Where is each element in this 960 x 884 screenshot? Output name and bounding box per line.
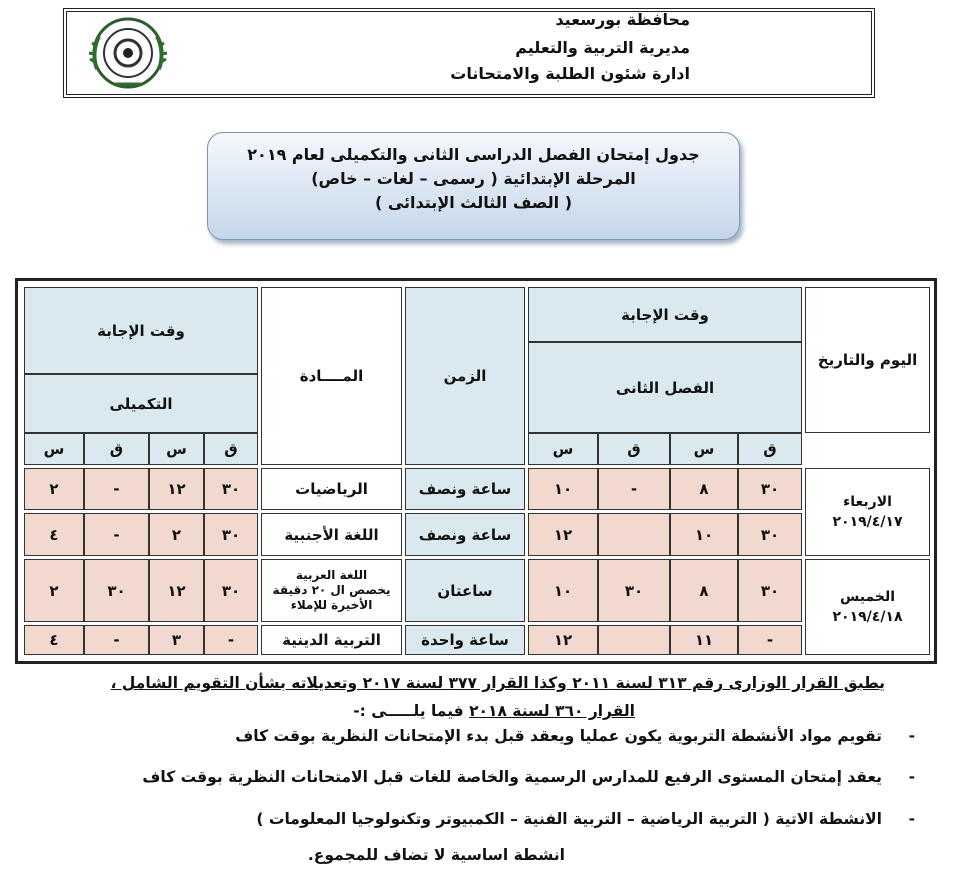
- exam-schedule-table: [15, 278, 937, 664]
- r1-makeup-hour: ١٢: [149, 468, 204, 510]
- r4-term2-min: -: [738, 625, 802, 655]
- title-line-3: ( الصف الثالث الإبتدائى ): [374, 193, 573, 212]
- r3-makeup-min2: ٣٠: [84, 559, 149, 622]
- day-name: الاربعاء: [843, 494, 892, 510]
- r2-term2-hour: ١٠: [670, 513, 738, 556]
- r1-makeup-min2: -: [84, 468, 149, 510]
- r2-makeup-min2: -: [84, 513, 149, 556]
- r2-term2-hour2: ١٢: [528, 513, 598, 556]
- header-governorate: محافظة بورسعيد: [555, 10, 690, 29]
- day-date: ٢٠١٩/٤/١٨: [832, 609, 903, 625]
- r1-makeup-hour2: ٢: [24, 468, 84, 510]
- term2-answer-time-header: وقت الإجابة: [528, 287, 802, 342]
- title-line-2: المرحلة الإبتدائية ( رسمى – لغات – خاص): [311, 169, 636, 188]
- r1-term2-hour: ٨: [670, 468, 738, 510]
- subject-line: يخصص ال ٢٠ دقيقة: [272, 583, 391, 597]
- makeup-min-header: ق: [204, 433, 258, 465]
- note-bullet-1: -: [908, 727, 915, 745]
- r4-term2-hour: ١١: [670, 625, 738, 655]
- r3-makeup-hour: ١٢: [149, 559, 204, 622]
- subject-line: الأخيرة للإملاء: [290, 598, 373, 612]
- r4-makeup-min: -: [204, 625, 258, 655]
- term2-header: الفصل الثانى: [528, 342, 802, 433]
- r2-term2-min: ٣٠: [738, 513, 802, 556]
- day-date: ٢٠١٩/٤/١٧: [832, 514, 903, 530]
- note-item-2: يعقد إمتحان المستوى الرفيع للمدارس الرسمية والخاصة للغات قبل الامتحانات النظرية بوقت كاف: [142, 768, 882, 786]
- r3-subject: [261, 559, 402, 622]
- r3-duration: ساعتان: [405, 559, 525, 622]
- r2-makeup-hour2: ٤: [24, 513, 84, 556]
- r3-term2-min: ٣٠: [738, 559, 802, 622]
- r1-term2-min2: -: [598, 468, 670, 510]
- note-item-3-continuation: انشطة اساسية لا تضاف للمجموع.: [307, 846, 565, 864]
- r3-makeup-min: ٣٠: [204, 559, 258, 622]
- day-cell-wednesday: [805, 468, 930, 556]
- day-cell-thursday: [805, 559, 930, 655]
- r4-makeup-hour: ٣: [149, 625, 204, 655]
- makeup-min2-header: ق: [84, 433, 149, 465]
- r1-term2-hour2: ١٠: [528, 468, 598, 510]
- term2-min2-header: ق: [598, 433, 670, 465]
- note-bullet-3: -: [908, 810, 915, 828]
- decree-line-2: [353, 702, 635, 720]
- makeup-hour-header: س: [149, 433, 204, 465]
- duration-header: الزمن: [405, 287, 525, 465]
- subject-header: المــــادة: [261, 287, 402, 465]
- r4-subject: التربية الدينية: [261, 625, 402, 655]
- note-item-3: الانشطة الاتية ( التربية الرياضية – التربية الفنية – الكمبيوتر وتكنولوجيا المعلومات ): [256, 810, 882, 828]
- r2-makeup-hour: ٢: [149, 513, 204, 556]
- note-bullet-2: -: [908, 768, 915, 786]
- title-line-1: جدول إمتحان الفصل الدراسى الثانى والتكميلى لعام ٢٠١٩: [247, 145, 700, 164]
- header-department: ادارة شئون الطلبة والامتحانات: [450, 64, 690, 83]
- decree-line-1: يطبق القرار الوزارى رقم ٣١٣ لسنة ٢٠١١ وكذا القرار ٣٧٧ لسنة ٢٠١٧ وتعديلاته بشأن التقويم الشامل ،: [110, 674, 885, 692]
- r3-term2-min2: ٣٠: [598, 559, 670, 622]
- r1-term2-min: ٣٠: [738, 468, 802, 510]
- r4-duration: ساعة واحدة: [405, 625, 525, 655]
- makeup-hour2-header: س: [24, 433, 84, 465]
- note-item-1: تقويم مواد الأنشطة التربوية يكون عمليا ويعقد قبل بدء الإمتحانات النظرية بوقت كاف: [235, 727, 882, 745]
- r3-makeup-hour2: ٢: [24, 559, 84, 622]
- r4-makeup-min2: -: [84, 625, 149, 655]
- day-date-header: اليوم والتاريخ: [805, 287, 930, 433]
- r4-term2-hour2: ١٢: [528, 625, 598, 655]
- governorate-logo-icon: [85, 14, 171, 92]
- term2-min-header: ق: [738, 433, 802, 465]
- r2-subject: اللغة الأجنبية: [261, 513, 402, 556]
- decree-line-2-tail: فيما يلـــــى :-: [353, 702, 470, 720]
- title-box: [207, 132, 740, 240]
- header-frame: [63, 8, 875, 98]
- r1-makeup-min: ٣٠: [204, 468, 258, 510]
- r3-term2-hour2: ١٠: [528, 559, 598, 622]
- header-directorate: مديرية التربية والتعليم: [515, 38, 690, 57]
- r3-term2-hour: ٨: [670, 559, 738, 622]
- r2-term2-min2: [598, 513, 670, 556]
- day-name: الخميس: [839, 589, 896, 605]
- makeup-answer-time-header: وقت الإجابة: [24, 287, 258, 374]
- r4-makeup-hour2: ٤: [24, 625, 84, 655]
- r2-duration: ساعة ونصف: [405, 513, 525, 556]
- r1-subject: الرياضيات: [261, 468, 402, 510]
- r4-term2-min2: [598, 625, 670, 655]
- term2-hour2-header: س: [528, 433, 598, 465]
- subject-line: اللغة العربية: [295, 568, 368, 582]
- r2-makeup-min: ٣٠: [204, 513, 258, 556]
- decree-line-2-underlined: القرار ٣٦٠ لسنة ٢٠١٨: [469, 702, 635, 720]
- term2-hour-header: س: [670, 433, 738, 465]
- r1-duration: ساعة ونصف: [405, 468, 525, 510]
- makeup-header: التكميلى: [24, 374, 258, 433]
